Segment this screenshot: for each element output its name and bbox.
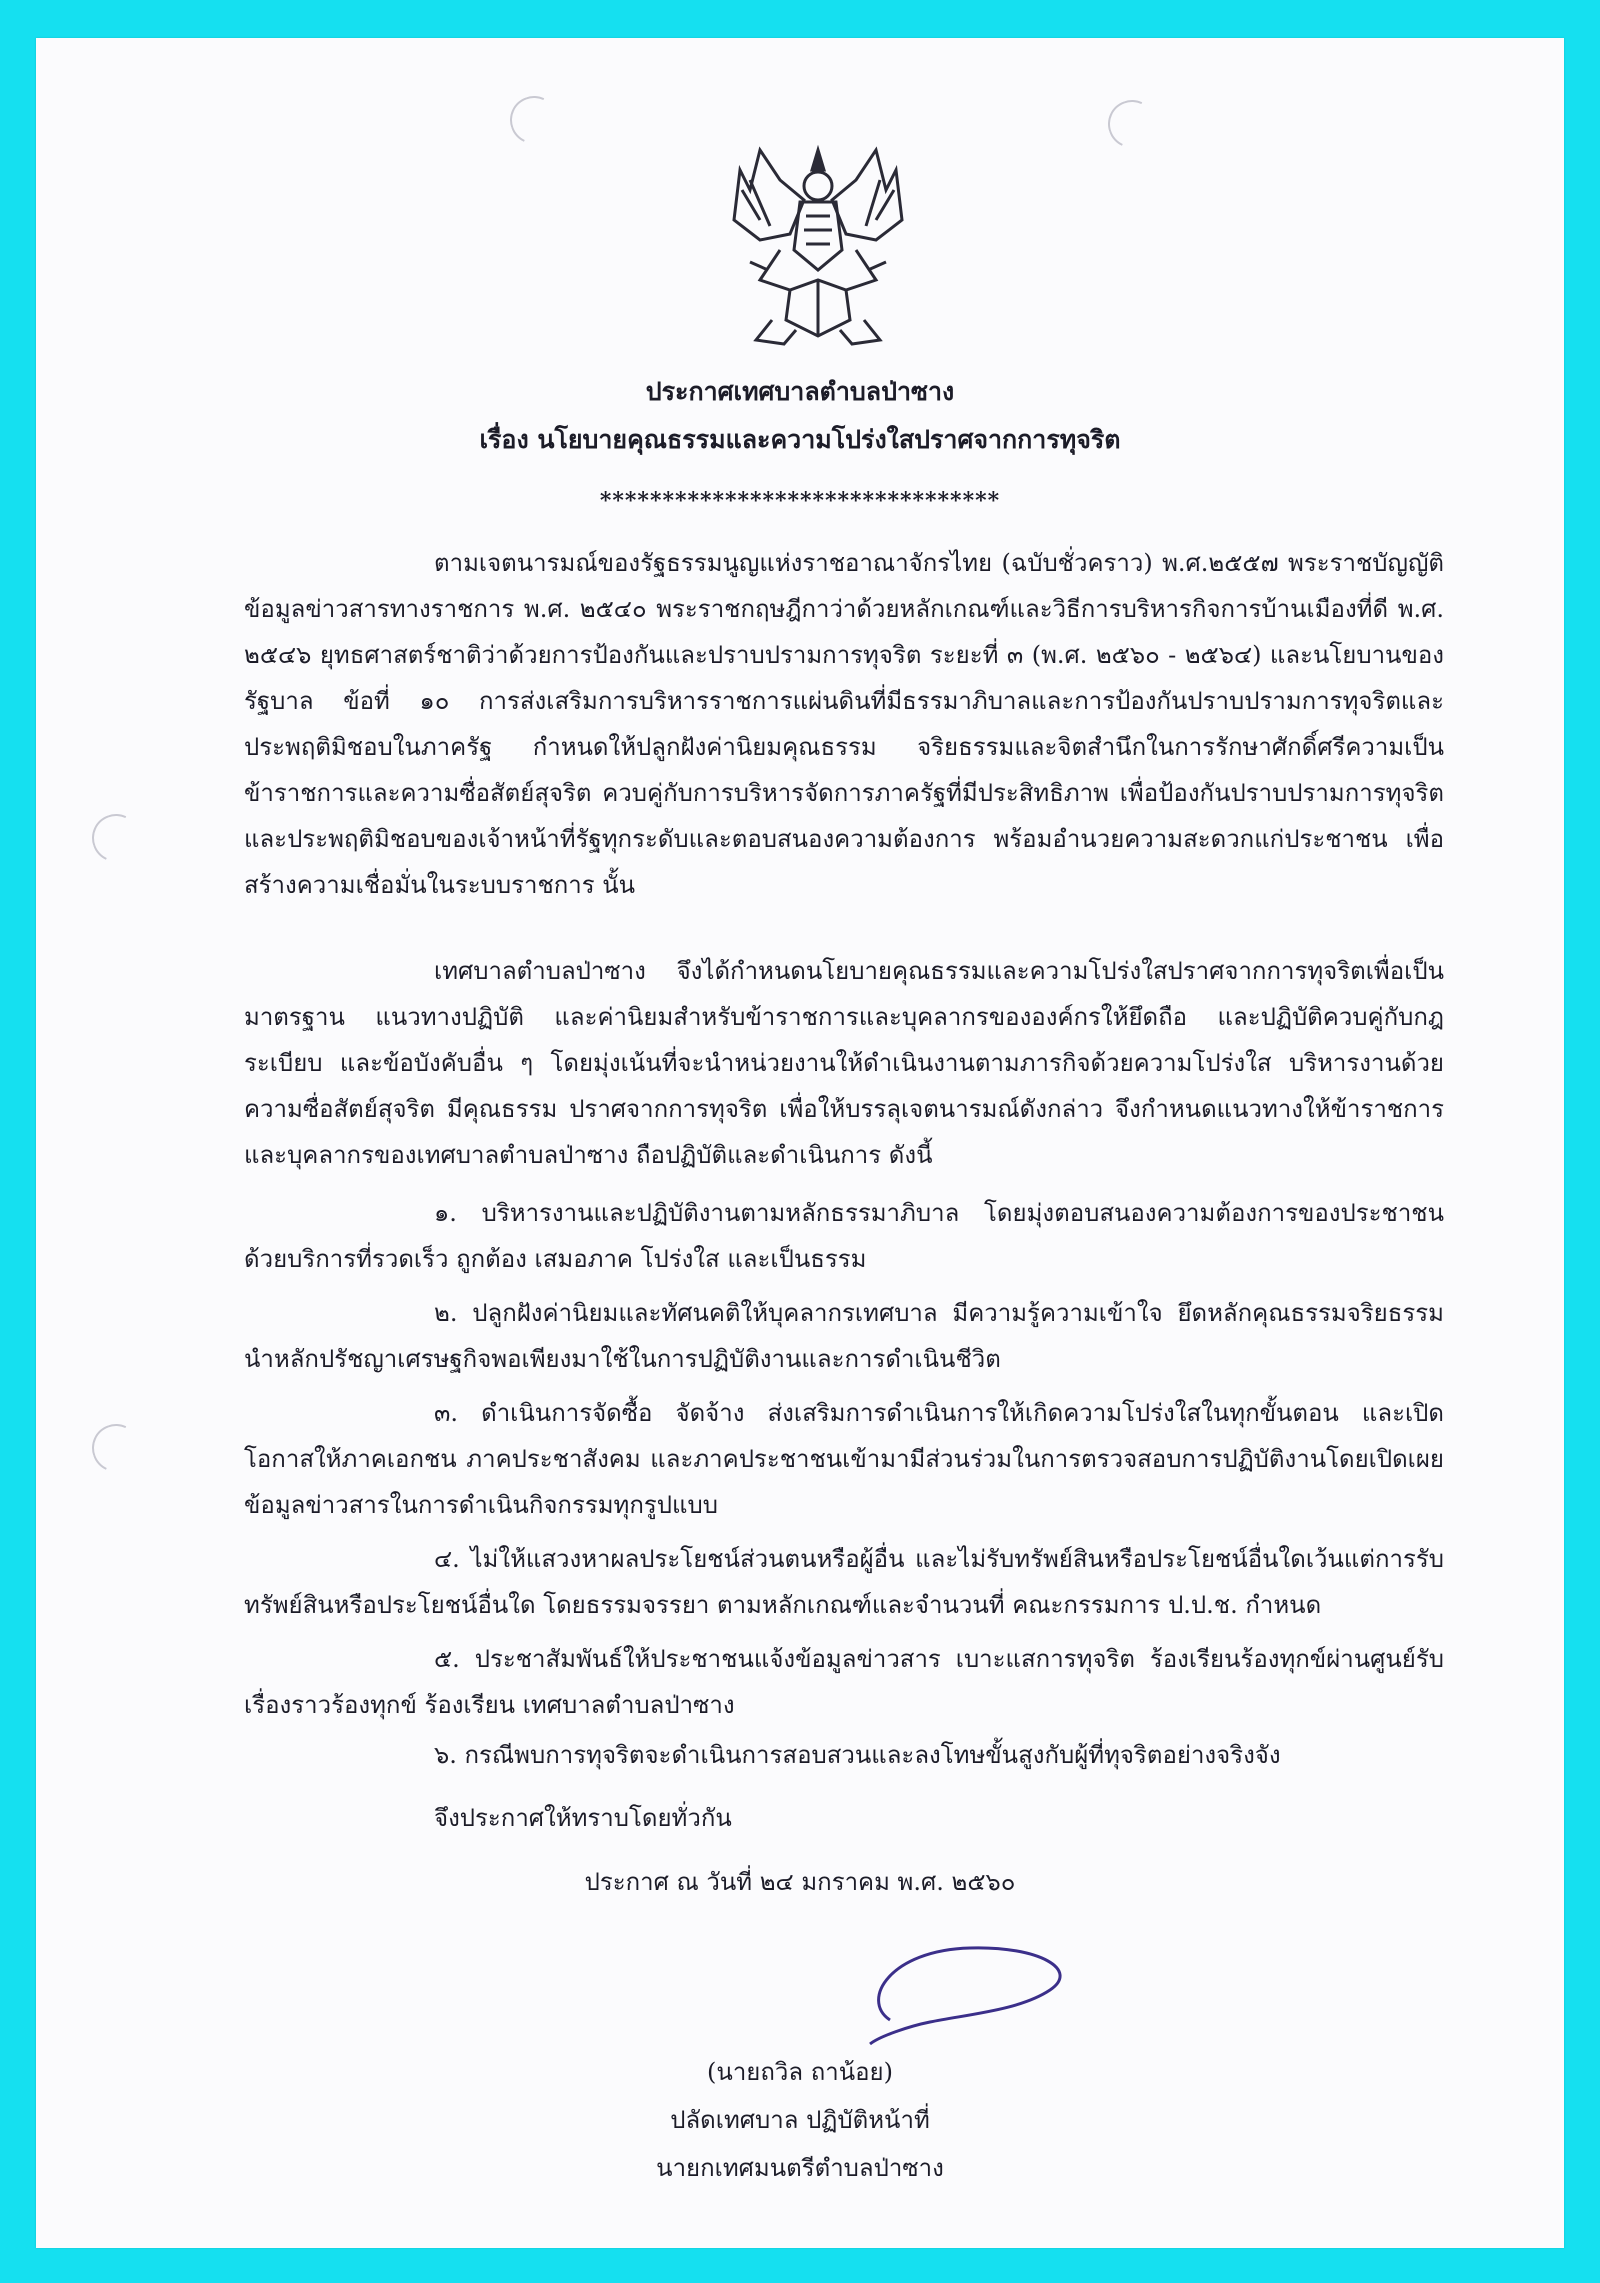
policy-item-text: ๒. ปลูกฝังค่านิยมและทัศนคติให้บุคลากรเทศบาล มีความรู้ความเข้าใจ ยึดหลักคุณธรรมจริยธรรม นำหลักปรัชญาเศรษฐกิจพอเพียงมาใช้ในการปฏิบัติงานและการดำเนินชีวิต	[244, 1299, 1444, 1373]
policy-item-3	[244, 1390, 1444, 1528]
closing-text: จึงประกาศให้ทราบโดยทั่วกัน	[434, 1804, 732, 1832]
signer-position-1: ปลัดเทศบาล ปฏิบัติหน้าที่	[670, 2106, 930, 2134]
announcement-subject: เรื่อง นโยบายคุณธรรมและความโปร่งใสปราศจากการทุจริต	[479, 425, 1121, 454]
announcement-agency: ประกาศเทศบาลตำบลป่าซาง	[645, 377, 955, 406]
body-paragraph-2	[244, 948, 1444, 1178]
paragraph-2-text: เทศบาลตำบลป่าซาง จึงได้กำหนดนโยบายคุณธรรมและความโปร่งใสปราศจากการทุจริตเพื่อเป็นมาตรฐาน แนวทางปฏิบัติ และค่านิยมสำหรับข้าราชการและบุคลากรขององค์กรให้ยึดถือ และปฏิบัติควบคู่กับกฎ ระเบียบ และข้อบังคับอื่น ๆ โดยมุ่งเน้นที่จะนำหน่วยงานให้ดำเนินงานตามภารกิจด้วยความโปร่งใส บริหารงานด้วยความซื่อสัตย์สุจริต มีคุณธรรม ปราศจากการทุจริต เพื่อให้บรรลุเจตนารมณ์ดังกล่าว จึงกำหนดแนวทางให้ข้าราชการและบุคลากรของเทศบาลตำบลป่าซาง ถือปฏิบัติและดำเนินการ ดังนี้	[244, 957, 1444, 1169]
policy-item-4	[244, 1536, 1444, 1628]
policy-item-2	[244, 1290, 1444, 1382]
policy-item-text: ๖. กรณีพบการทุจริตจะดำเนินการสอบสวนและลงโทษขั้นสูงกับผู้ที่ทุจริตอย่างจริงจัง	[434, 1741, 1281, 1769]
policy-item-text: ๔. ไม่ให้แสวงหาผลประโยชน์ส่วนตนหรือผู้อื่น และไม่รับทรัพย์สินหรือประโยชน์อื่นใดเว้นแต่การรับทรัพย์สินหรือประโยชน์อื่นใด โดยธรรมจรรยา ตามหลักเกณฑ์และจำนวนที่ คณะกรรมการ ป.ป.ช. กำหนด	[244, 1545, 1444, 1619]
policy-item-text: ๓. ดำเนินการจัดซื้อ จัดจ้าง ส่งเสริมการดำเนินการให้เกิดความโปร่งใสในทุกขั้นตอน และเปิดโอกาสให้ภาคเอกชน ภาคประชาสังคม และภาคประชาชนเข้ามามีส่วนร่วมในการตรวจสอบการปฏิบัติงานโดยเปิดเผยข้อมูลข่าวสารในการดำเนินกิจกรรมทุกรูปแบบ	[244, 1399, 1444, 1519]
policy-item-text: ๕. ประชาสัมพันธ์ให้ประชาชนแจ้งข้อมูลข่าวสาร เบาะแสการทุจริต ร้องเรียนร้องทุกข์ผ่านศูนย์รับเรื่องราวร้องทุกข์ ร้องเรียน เทศบาลตำบลป่าซาง	[244, 1645, 1444, 1719]
paragraph-1-text: ตามเจตนารมณ์ของรัฐธรรมนูญแห่งราชอาณาจักรไทย (ฉบับชั่วคราว) พ.ศ.๒๕๕๗ พระราชบัญญัติข้อมูลข่าวสารทางราชการ พ.ศ. ๒๕๔๐ พระราชกฤษฎีกาว่าด้วยหลักเกณฑ์และวิธีการบริหารกิจการบ้านเมืองที่ดี พ.ศ. ๒๕๔๖ ยุทธศาสตร์ชาติว่าด้วยการป้องกันและปราบปรามการทุจริต ระยะที่ ๓ (พ.ศ. ๒๕๖๐ - ๒๕๖๔) และนโยบานของรัฐบาล ข้อที่ ๑๐ การส่งเสริมการบริหารราชการแผ่นดินที่มีธรรมาภิบาลและการป้องกันปราบปรามการทุจริตและประพฤติมิชอบในภาครัฐ กำหนดให้ปลูกฝังค่านิยมคุณธรรม จริยธรรมและจิตสำนึกในการรักษาศักดิ์ศรีความเป็นข้าราชการและความซื่อสัตย์สุจริต ควบคู่กับการบริหารจัดการภาครัฐที่มีประสิทธิภาพ เพื่อป้องกันปราบปรามการทุจริตและประพฤติมิชอบของเจ้าหน้าที่รัฐทุกระดับและตอบสนองความต้องการ พร้อมอำนวยความสะดวกแก่ประชาชน เพื่อสร้างความเชื่อมั่นในระบบราชการ นั้น	[244, 549, 1444, 899]
separator-stars: ********************************	[599, 488, 1001, 514]
policy-item-5	[244, 1636, 1444, 1728]
policy-item-text: ๑. บริหารงานและปฏิบัติงานตามหลักธรรมาภิบาล โดยมุ่งตอบสนองความต้องการของประชาชนด้วยบริการที่รวดเร็ว ถูกต้อง เสมอภาค โปร่งใส และเป็นธรรม	[244, 1199, 1444, 1273]
date-line: ประกาศ ณ วันที่ ๒๔ มกราคม พ.ศ. ๒๕๖๐	[584, 1868, 1016, 1896]
signature-mark	[850, 1940, 1090, 2050]
signer-name: (นายถวิล ถาน้อย)	[707, 2058, 893, 2086]
garuda-emblem	[720, 130, 916, 356]
signer-position-2: นายกเทศมนตรีตำบลป่าซาง	[656, 2154, 944, 2182]
body-paragraph-1	[244, 540, 1444, 908]
policy-item-1	[244, 1190, 1444, 1282]
policy-item-6	[244, 1732, 1444, 1778]
